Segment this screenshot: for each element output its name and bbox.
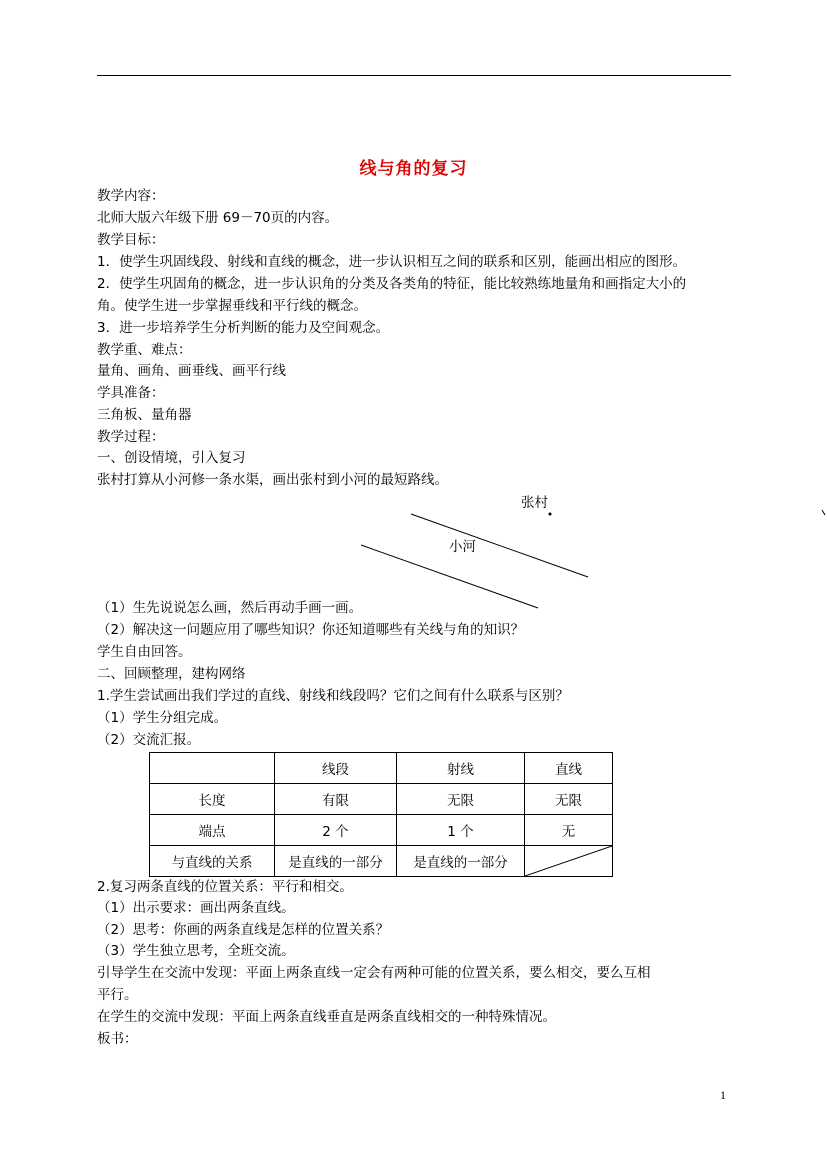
table-header-cell <box>150 753 275 784</box>
text-line: 在学生的交流中发现：平面上两条直线垂直是两条直线相交的一种特殊情况。 <box>97 1009 556 1025</box>
text-line: 1．使学生巩固线段、射线和直线的概念，进一步认识相互之间的联系和区别，能画出相应的图形。 <box>97 254 687 270</box>
table-cell: 无限 <box>397 784 525 815</box>
edge-mark <box>822 510 825 515</box>
text-line: 2．使学生巩固角的概念，进一步认识角的分类及各类角的特征，能比较熟练地量角和画指定大小的 <box>97 276 687 292</box>
text-line: 北师大版六年级下册 69－70页的内容。 <box>97 210 339 226</box>
table-cell: 长度 <box>150 784 275 815</box>
table-cell: 无限 <box>525 784 613 815</box>
text-line: 2.复习两条直线的位置关系：平行和相交。 <box>97 879 353 895</box>
text-line: 3．进一步培养学生分析判断的能力及空间观念。 <box>97 320 390 336</box>
text-line: （2）解决这一问题应用了哪些知识？你还知道哪些有关线与角的知识？ <box>97 622 525 638</box>
table-cell: 有限 <box>275 784 397 815</box>
comparison-table <box>149 752 613 877</box>
table-header-cell: 射线 <box>397 753 525 784</box>
river-label: 小河 <box>449 539 476 555</box>
text-line: 板书： <box>97 1031 138 1047</box>
text-line: 教学过程： <box>97 429 165 445</box>
text-line: （1）生先说说怎么画，然后再动手画一画。 <box>97 600 363 616</box>
text-line: 学生自由回答。 <box>97 644 192 660</box>
page-title: 线与角的复习 <box>359 159 468 179</box>
diagonal-line <box>525 846 612 876</box>
text-line: 教学重、难点： <box>97 342 192 358</box>
text-line: 引导学生在交流中发现：平面上两条直线一定会有两种可能的位置关系，要么相交，要么互相 <box>97 965 651 981</box>
table-cell: 是直线的一部分 <box>397 846 525 877</box>
table-header-cell: 线段 <box>275 753 397 784</box>
text-line: 一、创设情境，引入复习 <box>97 450 246 466</box>
text-line: 三角板、量角器 <box>97 407 192 423</box>
text-line: 教学目标： <box>97 232 165 248</box>
table-cell: 是直线的一部分 <box>275 846 397 877</box>
text-line: 教学内容： <box>97 188 165 204</box>
text-line: 角。使学生进一步掌握垂线和平行线的概念。 <box>97 298 367 314</box>
table-row <box>150 846 613 877</box>
text-line: （1）出示要求：画出两条直线。 <box>97 900 295 916</box>
river-bank-upper <box>411 514 588 577</box>
page-number: 1 <box>720 1088 726 1102</box>
table-cell: 1 个 <box>397 815 525 846</box>
text-line: 学具准备： <box>97 385 165 401</box>
table-diagonal-cell <box>525 846 613 877</box>
village-label: 张村 <box>521 495 548 511</box>
text-line: （1）学生分组完成。 <box>97 710 228 726</box>
table-row <box>150 784 613 815</box>
table-cell: 端点 <box>150 815 275 846</box>
text-line: 平行。 <box>97 987 138 1003</box>
table-header-cell: 直线 <box>525 753 613 784</box>
text-line: 二、回顾整理，建构网络 <box>97 666 246 682</box>
table-cell: 无 <box>525 815 613 846</box>
text-line: 1.学生尝试画出我们学过的直线、射线和线段吗？它们之间有什么联系与区别？ <box>97 688 569 704</box>
text-line: （2）交流汇报。 <box>97 732 201 748</box>
village-point <box>549 513 552 516</box>
table-cell: 2 个 <box>275 815 397 846</box>
table-header-row <box>150 753 613 784</box>
text-line: （3）学生独立思考，全班交流。 <box>97 943 295 959</box>
text-line: （2）思考：你画的两条直线是怎样的位置关系？ <box>97 922 390 938</box>
table-cell: 与直线的关系 <box>150 846 275 877</box>
text-line: 量角、画角、画垂线、画平行线 <box>97 363 286 379</box>
text-line: 张村打算从小河修一条水渠，画出张村到小河的最短路线。 <box>97 472 448 488</box>
table-row <box>150 815 613 846</box>
